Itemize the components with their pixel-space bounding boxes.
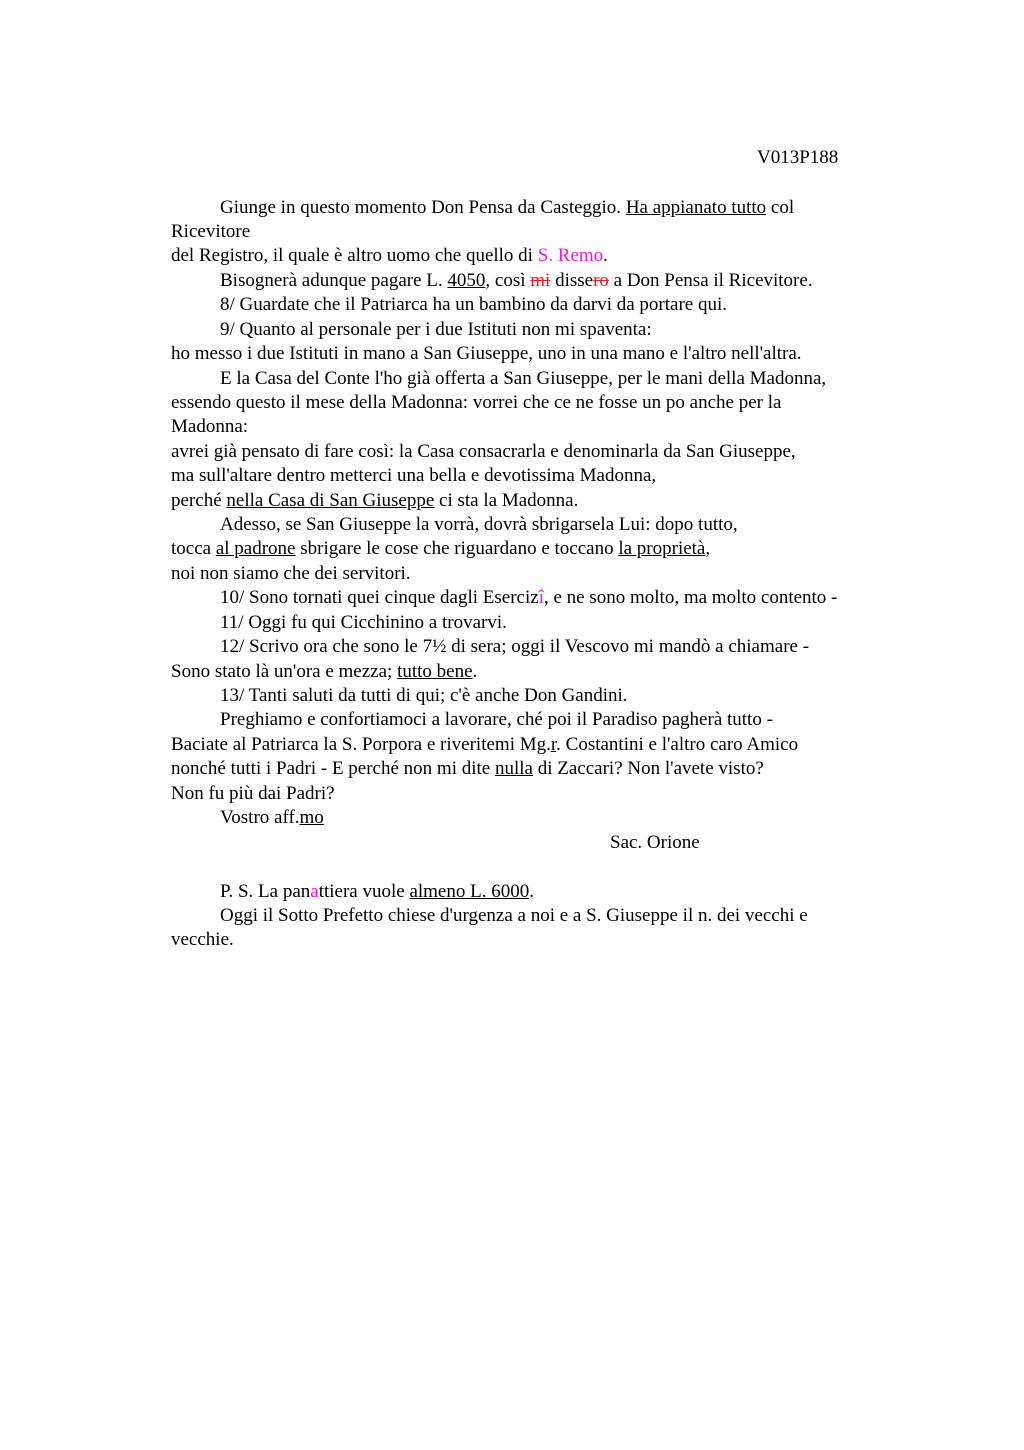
closing: Vostro aff.mo	[220, 807, 324, 828]
text-line: 11/ Oggi fu qui Cicchinino a trovarvi.	[220, 612, 507, 633]
text-line: ma sull'altare dentro metterci una bella e devotissima Madonna,	[171, 465, 657, 486]
text-line: ho messo i due Istituti in mano a San Giuseppe, uno in una mano e l'altro nell'altra.	[171, 343, 802, 364]
text-line: essendo questo il mese della Madonna: vorrei che ce ne fosse un po anche per la	[171, 392, 782, 413]
text-line: noi non siamo che dei servitori.	[171, 563, 411, 584]
text-line: Non fu più dai Padri?	[171, 783, 335, 804]
deleted-text: mi	[530, 270, 551, 291]
text-line: nonché tutti i Padri - E perché non mi dite nulla di Zaccari? Non l'avete visto?	[171, 758, 764, 779]
text-line: 8/ Guardate che il Patriarca ha un bambino da darvi da portare qui.	[220, 294, 727, 315]
text-line: 10/ Sono tornati quei cinque dagli Esercizî, e ne sono molto, ma molto contento -	[220, 587, 838, 608]
text-line: Giunge in questo momento Don Pensa da Casteggio. Ha appianato tutto col	[220, 197, 795, 218]
text-line: Preghiamo e confortiamoci a lavorare, ché poi il Paradiso pagherà tutto -	[220, 709, 773, 730]
text-line: Bisognerà adunque pagare L. 4050, così mi dissero a Don Pensa il Ricevitore.	[220, 270, 813, 291]
postscript-line: P. S. La panattiera vuole almeno L. 6000.	[220, 881, 534, 902]
text-line: del Registro, il quale è altro uomo che quello di S. Remo.	[171, 245, 608, 266]
text-line: 9/ Quanto al personale per i due Istituti non mi spaventa:	[220, 319, 652, 340]
signature: Sac. Orione	[610, 832, 700, 853]
postscript-line: vecchie.	[171, 929, 234, 950]
text-line: avrei già pensato di fare così: la Casa consacrarla e denominarla da San Giuseppe,	[171, 441, 796, 462]
highlighted-text: î	[538, 587, 544, 608]
text-line: Adesso, se San Giuseppe la vorrà, dovrà sbrigarsela Lui: dopo tutto,	[220, 514, 738, 535]
text-line: E la Casa del Conte l'ho già offerta a San Giuseppe, per le mani della Madonna,	[220, 368, 827, 389]
text-line: tocca al padrone sbrigare le cose che riguardano e toccano la proprietà,	[171, 538, 711, 559]
text-line: Sono stato là un'ora e mezza; tutto bene.	[171, 661, 478, 682]
highlighted-text: a	[310, 881, 319, 902]
text-line: perché nella Casa di San Giuseppe ci sta la Madonna.	[171, 490, 579, 511]
text-line: Madonna:	[171, 416, 249, 437]
text-line: Baciate al Patriarca la S. Porpora e riveritemi Mg.r. Costantini e l'altro caro Amico	[171, 734, 799, 755]
text-line: 13/ Tanti saluti da tutti di qui; c'è anche Don Gandini.	[220, 685, 628, 706]
postscript-line: Oggi il Sotto Prefetto chiese d'urgenza a noi e a S. Giuseppe il n. dei vecchi e	[220, 905, 808, 926]
text-line: 12/ Scrivo ora che sono le 7½ di sera; oggi il Vescovo mi mandò a chiamare -	[220, 636, 810, 657]
document-id: V013P188	[757, 147, 839, 168]
highlighted-text: S. Remo	[537, 245, 604, 266]
deleted-text: ro	[593, 270, 609, 291]
text-line: Ricevitore	[171, 221, 251, 242]
